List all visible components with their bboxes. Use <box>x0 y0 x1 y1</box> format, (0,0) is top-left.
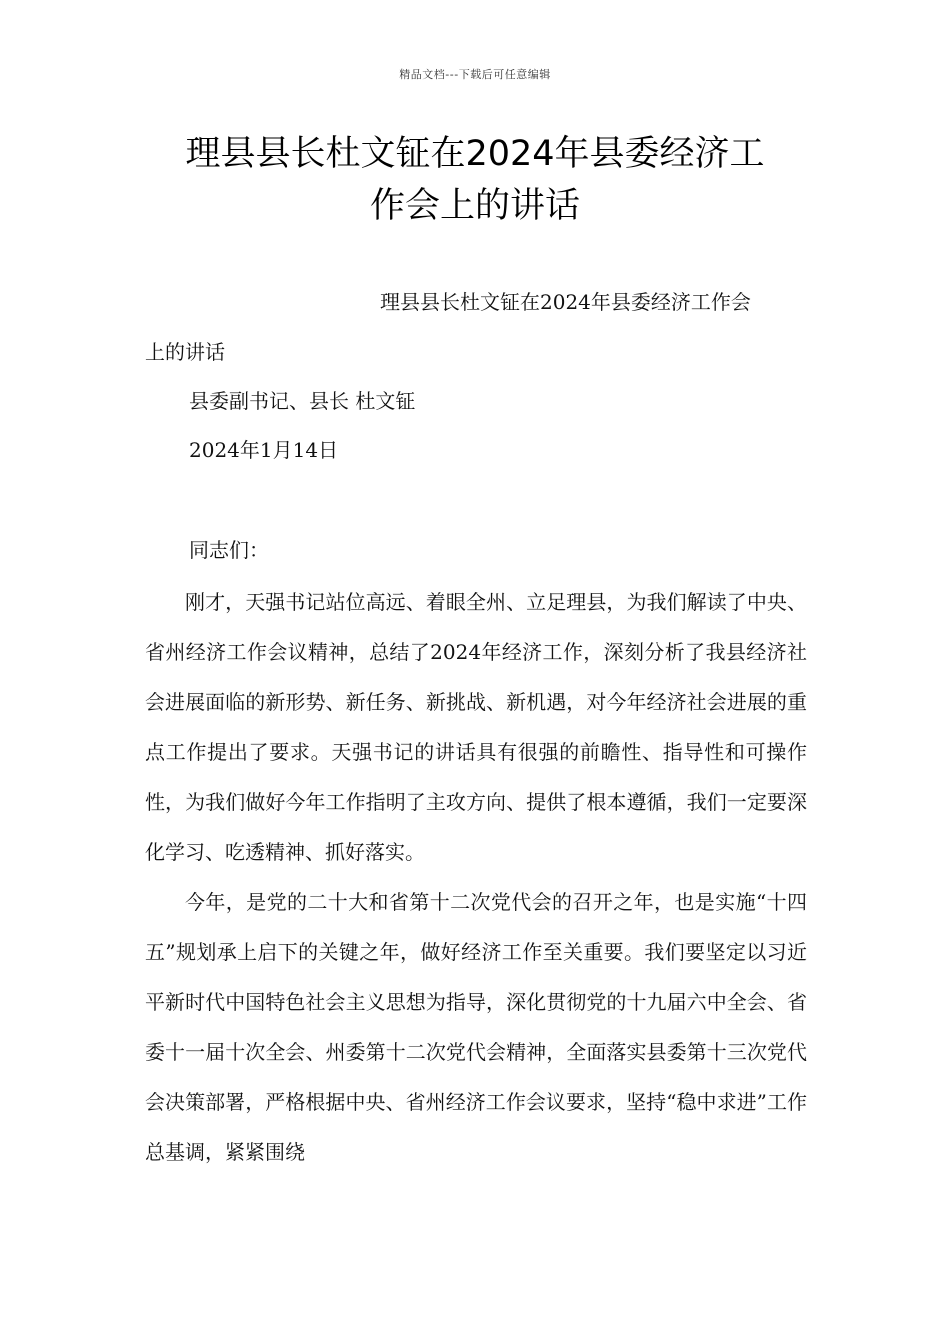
paragraph-1: 刚才，天强书记站位高远、着眼全州、立足理县，为我们解读了中央、省州经济工作会议精神，总结了2024年经济工作，深刻分析了我县经济社会进展面临的新形势、新任务、新挑战、新机遇，对今年经济社会进展的重点工作提出了要求。天强书记的讲话具有很强的前瞻性、指导性和可操作性，为我们做好今年工作指明了主攻方向、提供了根本遵循，我们一定要深化学习、吃透精神、抓好落实。 <box>145 590 807 864</box>
body-paragraphs <box>145 577 807 1177</box>
document-title <box>120 128 830 232</box>
subtitle-line-2: 上的讲话 <box>145 340 225 364</box>
salutation: 同志们： <box>189 538 269 562</box>
subtitle-line-1: 理县县长杜文钲在2024年县委经济工作会 <box>380 290 751 314</box>
title-line-2: 作会上的讲话 <box>369 186 580 226</box>
header-note: 精品文档---下载后可任意编辑 <box>399 68 551 81</box>
date-line: 2024年1月14日 <box>189 438 339 462</box>
author-line: 县委副书记、县长 杜文钲 <box>189 389 416 413</box>
title-line-1: 理县县长杜文钲在2024年县委经济工 <box>185 134 765 174</box>
paragraph-2: 今年，是党的二十大和省第十二次党代会的召开之年，也是实施“十四五”规划承上启下的关键之年，做好经济工作至关重要。我们要坚定以习近平新时代中国特色社会主义思想为指导，深化贯彻党的十九届六中全会、省委十一届十次全会、州委第十二次党代会精神，全面落实县委第十三次党代会决策部署，严格根据中央、省州经济工作会议要求，坚持“稳中求进”工作总基调，紧紧围绕 <box>145 890 807 1164</box>
